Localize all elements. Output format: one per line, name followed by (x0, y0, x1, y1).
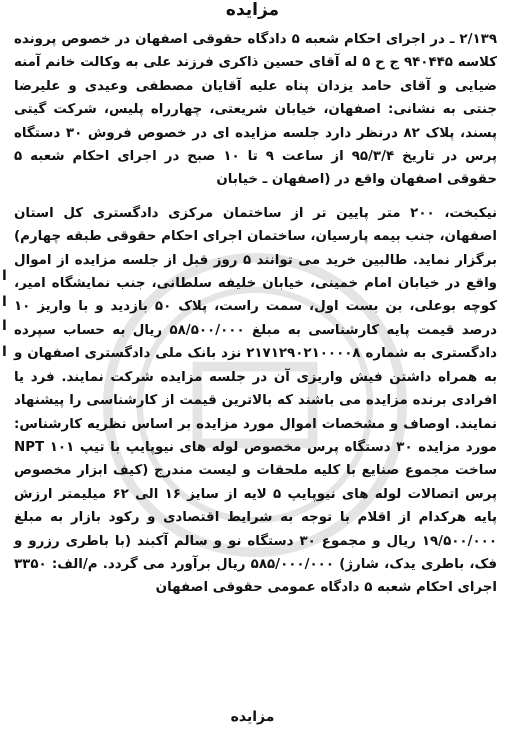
notice-footer-title: مزایده (230, 709, 275, 725)
notice-paragraph-2: نیکبخت، ۲۰۰ متر پایین تر از ساختمان مرکزی دادگستری کل استان اصفهان، جنب بیمه پارسیان، ساختمان اجرای احکام حقوقی طبقه چهارم) برگزار نماید. طالبین خرید می توانند ۵ روز قبل از جلسه مزایده از اموال واقع در خیابان امام خمینی، خیابان خلیفه سلطانی، جنب نمایشگاه امیر، کوچه بوعلی، بن بست اول، سمت راست، پلاک ۵۰ بازدید و با واریز ۱۰ درصد قیمت پایه کارشناسی به مبلغ ۵۸/۵۰۰/۰۰۰ ریال به حساب سپرده دادگستری به شماره ۲۱۷۱۲۹۰۲۱۰۰۰۰۸ نزد بانک ملی دادگستری اصفهان و به همراه داشتن فیش واریزی آن در جلسه مزایده شرکت نمایند. فرد یا افرادی برنده مزایده می باشند که بالاترین قیمت از کارشناسی را پیشنهاد نمایند. اوصاف و مشخصات اموال مورد مزایده بر اساس نظریه کارشناس: مورد مزایده ۳۰ دستگاه پرس مخصوص لوله های نیوپایپ با تیپ NPT ۱۰۱ ساخت مجموع صنایع با کلیه ملحقات و لیست مندرج (کیف ابزار مخصوص پرس اتصالات لوله های نیوپایپ ۵ لایه از سایز ۱۶ الی ۶۲ میلیمتر ارزش پایه هرکدام از اقلام با توجه به شرایط اقتصادی و رکود بازار به مبلغ ۱۹/۵۰۰/۰۰۰ ریال و مجموع ۳۰ دستگاه نو و سالم آکبند (با باطری رزرو و فک، باطری یدک، شارژ) ۵۸۵/۰۰۰/۰۰۰ ریال برآورد می گردد. م/الف: ۳۳۵۰ اجرای احکام شعبه ۵ دادگاه عمومی حقوقی اصفهان (14, 205, 497, 596)
notice-title: مزایده (225, 0, 280, 20)
notice-body (14, 28, 497, 600)
notice-paragraph-1: ۲/۱۳۹ ـ در اجرای احکام شعبه ۵ دادگاه حقوقی اصفهان در خصوص پرونده کلاسه ۹۴۰۴۴۵ ج ح ۵ له آقای حسین ذاکری فرزند علی به وکالت خانم آمنه ضیایی و آقای حامد یزدان پناه علیه آقایان مصطفی وعیدی و علیرضا جنتی به نشانی: اصفهان، خیابان شریعتی، چهارراه پلیس، شرکت گیتی پسند، پلاک ۸۲ درنظر دارد جلسه مزایده ای در خصوص فروش ۳۰ دستگاه پرس در تاریخ ۹۵/۳/۴ از ساعت ۹ تا ۱۰ صبح در اجرای احکام شعبه ۵ حقوقی اصفهان واقع در (اصفهان ـ خیابان (14, 32, 498, 188)
margin-marker: ا (2, 294, 7, 310)
margin-marker: ا (2, 268, 7, 284)
margin-marker: ا (2, 318, 7, 334)
margin-marker: ا (2, 344, 7, 360)
